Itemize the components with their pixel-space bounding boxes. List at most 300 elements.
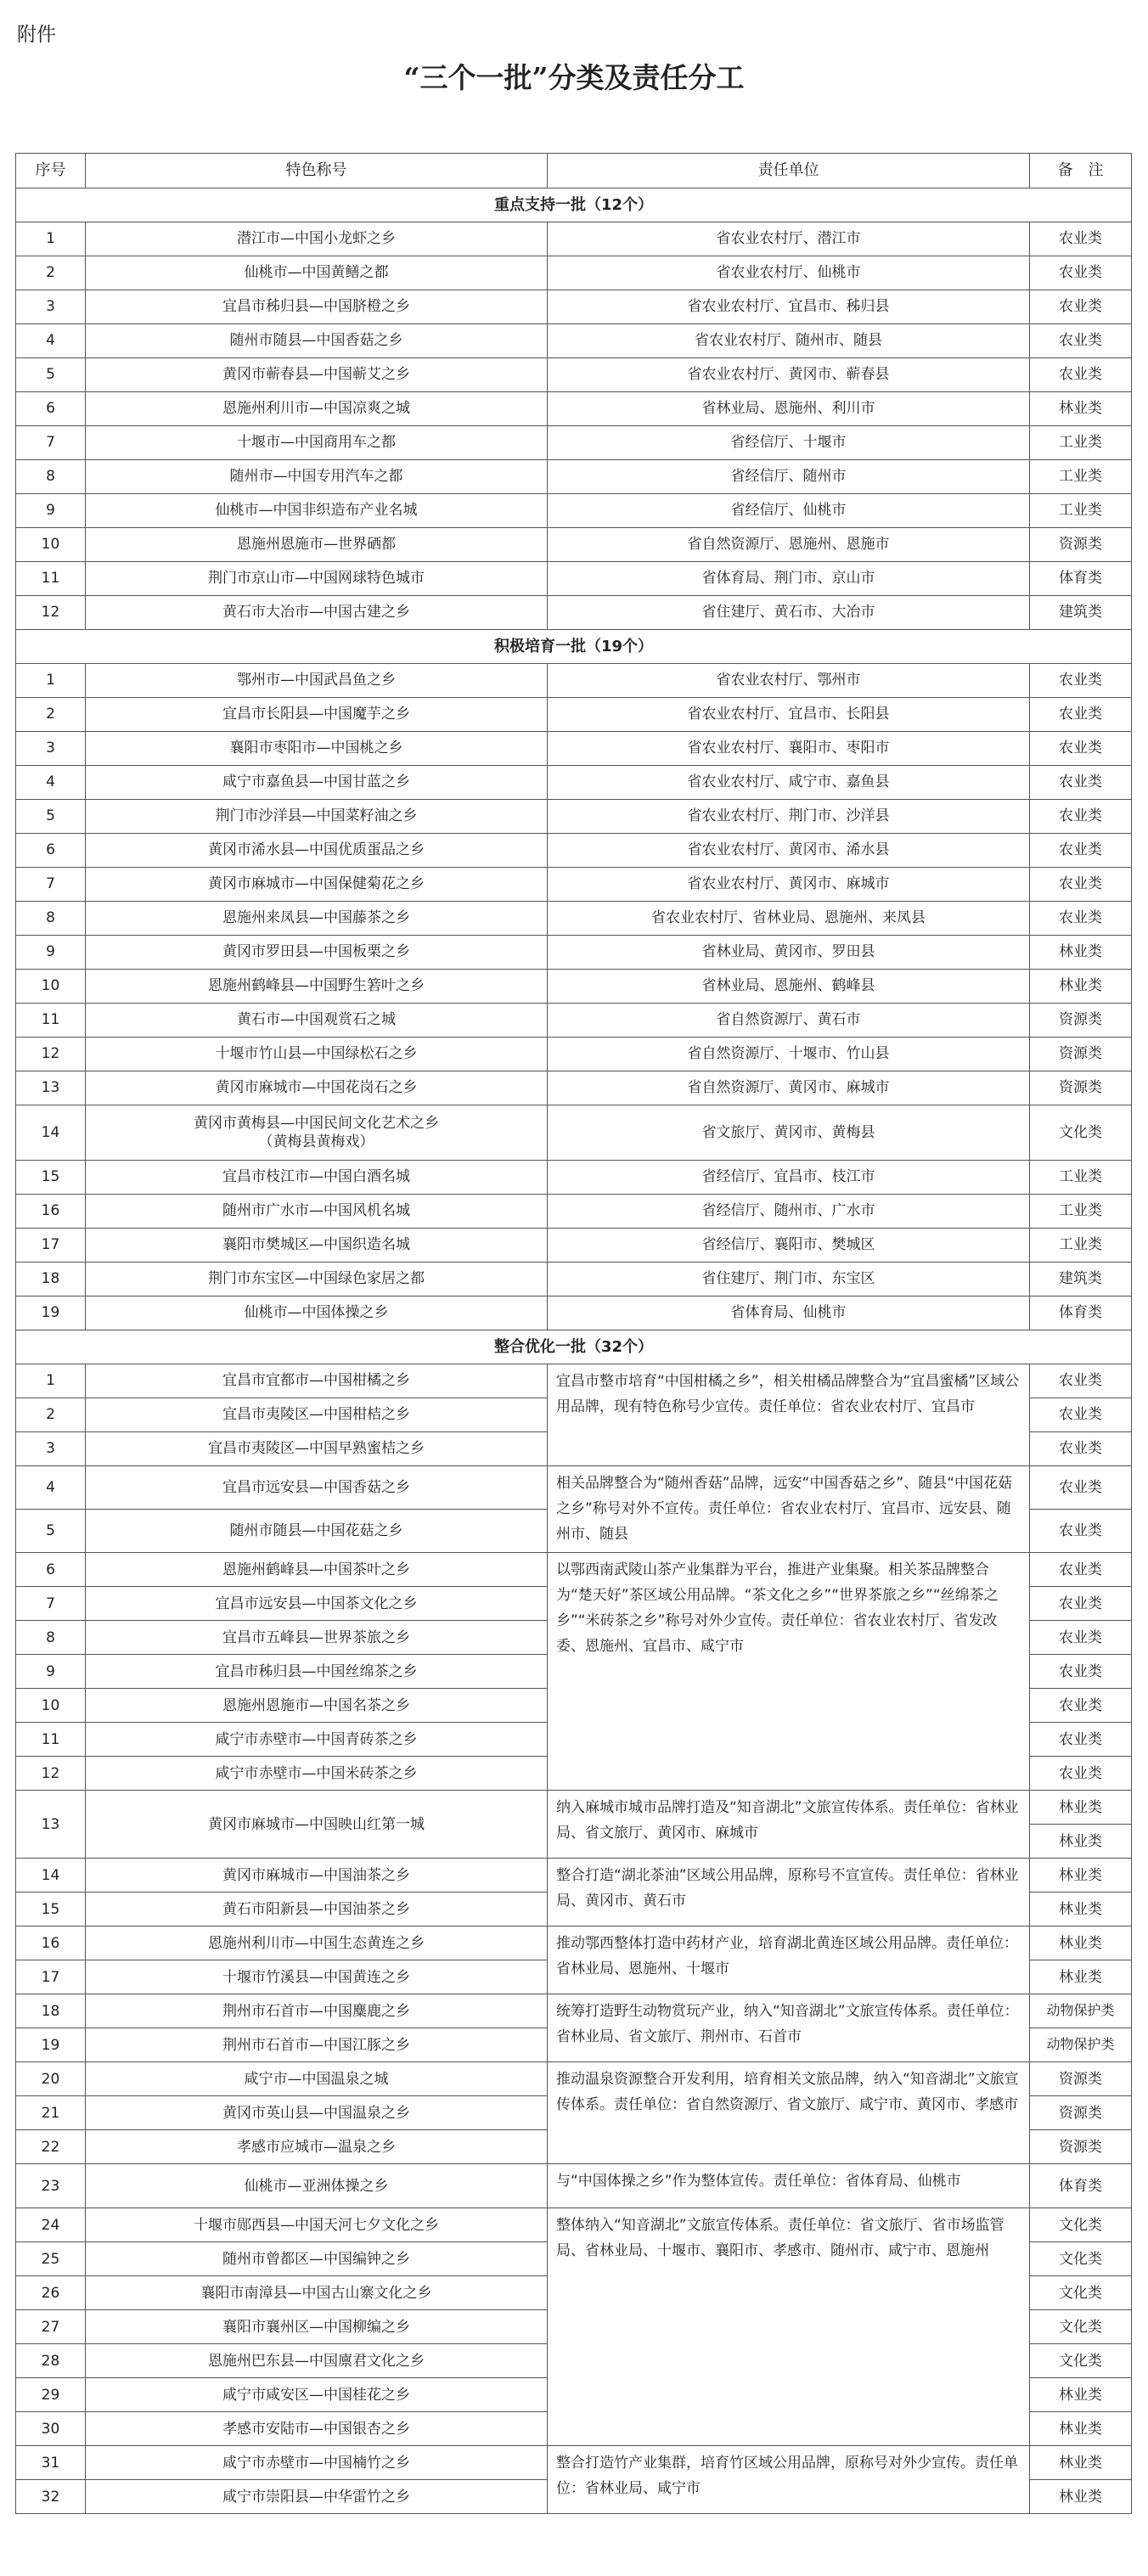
group-description: 推动鄂西整体打造中药材产业，培育湖北黄连区域公用品牌。责任单位：省林业局、恩施州、十堰市 — [548, 1926, 1030, 1994]
row-seq: 1 — [16, 1364, 86, 1398]
table-row — [16, 1195, 1132, 1229]
row-unit: 省住建厅、荆门市、东宝区 — [548, 1263, 1030, 1296]
row-name-subtext: （黄梅县黄梅戏） — [258, 1133, 374, 1150]
row-unit: 省经信厅、襄阳市、樊城区 — [548, 1229, 1030, 1263]
row-seq: 27 — [16, 2310, 86, 2344]
row-unit: 省体育局、荆门市、京山市 — [548, 562, 1030, 596]
table-row — [16, 1105, 1132, 1161]
row-name — [86, 1195, 548, 1229]
row-seq: 15 — [16, 1893, 86, 1926]
row-seq: 11 — [16, 1004, 86, 1038]
row-seq: 28 — [16, 2344, 86, 2378]
section-header-row — [16, 630, 1132, 664]
row-name — [86, 1105, 548, 1161]
group-description: 与“中国体操之乡”作为整体宣传。责任单位：省体育局、仙桃市 — [548, 2164, 1030, 2208]
table-row — [16, 1038, 1132, 1071]
row-note: 文化类 — [1030, 2344, 1132, 2378]
table-row — [16, 1004, 1132, 1038]
row-name — [86, 1161, 548, 1195]
row-seq: 1 — [16, 664, 86, 698]
row-note: 农业类 — [1030, 698, 1132, 732]
row-note: 农业类 — [1030, 1432, 1132, 1466]
row-unit: 省农业农村厅、襄阳市、枣阳市 — [548, 732, 1030, 766]
row-unit: 省自然资源厅、恩施州、恩施市 — [548, 528, 1030, 562]
row-seq: 6 — [16, 392, 86, 426]
row-seq: 5 — [16, 358, 86, 392]
row-seq: 11 — [16, 1723, 86, 1757]
row-name-text: 宜昌市秭归县—中国脐橙之乡 — [222, 298, 410, 316]
responsibility-table — [15, 153, 1132, 2514]
row-seq: 4 — [16, 766, 86, 800]
row-note: 农业类 — [1030, 358, 1132, 392]
row-name-text: 黄冈市黄梅县—中国民间文化艺术之乡 — [194, 1114, 439, 1132]
row-name — [86, 1038, 548, 1071]
row-name — [86, 800, 548, 834]
row-note: 体育类 — [1030, 562, 1132, 596]
row-name: 恩施州鹤峰县—中国茶叶之乡 — [86, 1553, 548, 1587]
section-title: 重点支持一批（12个） — [16, 188, 1132, 222]
row-note: 林业类 — [1030, 2412, 1132, 2446]
row-name: 黄石市阳新县—中国油茶之乡 — [86, 1893, 548, 1926]
row-name-text: 仙桃市—中国非织造布产业名城 — [215, 502, 418, 520]
table-row — [16, 2446, 1132, 2480]
row-unit: 省自然资源厅、黄石市 — [548, 1004, 1030, 1038]
row-unit: 省农业农村厅、宜昌市、长阳县 — [548, 698, 1030, 732]
row-name-text: 恩施州来凤县—中国藤茶之乡 — [222, 909, 410, 927]
row-note: 建筑类 — [1030, 1263, 1132, 1296]
table-row — [16, 936, 1132, 970]
table-row — [16, 562, 1132, 596]
row-seq: 5 — [16, 1510, 86, 1553]
header-seq: 序号 — [16, 154, 86, 188]
row-name-text: 黄冈市蕲春县—中国蕲艾之乡 — [222, 366, 410, 384]
row-name-text: 十堰市竹山县—中国绿松石之乡 — [215, 1045, 418, 1063]
table-row — [16, 1364, 1132, 1398]
row-note: 资源类 — [1030, 2130, 1132, 2164]
row-name: 宜昌市夷陵区—中国早熟蜜桔之乡 — [86, 1432, 548, 1466]
row-name-text: 恩施州利川市—中国凉爽之城 — [222, 400, 410, 418]
row-name — [86, 528, 548, 562]
row-seq: 30 — [16, 2412, 86, 2446]
row-unit: 省经信厅、十堰市 — [548, 426, 1030, 460]
row-name-text: 荆门市沙洋县—中国菜籽油之乡 — [215, 807, 418, 825]
row-unit: 省农业农村厅、潜江市 — [548, 222, 1030, 256]
row-seq: 8 — [16, 460, 86, 494]
row-seq: 10 — [16, 970, 86, 1004]
row-name-text: 黄冈市罗田县—中国板栗之乡 — [222, 943, 410, 961]
row-seq: 23 — [16, 2164, 86, 2208]
row-unit: 省农业农村厅、随州市、随县 — [548, 324, 1030, 358]
row-name: 黄冈市麻城市—中国油茶之乡 — [86, 1859, 548, 1893]
table-row — [16, 2062, 1132, 2096]
row-note: 农业类 — [1030, 800, 1132, 834]
row-seq: 29 — [16, 2378, 86, 2412]
row-name: 咸宁市崇阳县—中华雷竹之乡 — [86, 2480, 548, 2514]
row-name — [86, 834, 548, 868]
row-name-text: 黄冈市麻城市—中国花岗石之乡 — [215, 1079, 418, 1097]
row-name: 仙桃市—亚洲体操之乡 — [86, 2164, 548, 2208]
row-unit: 省文旅厅、黄冈市、黄梅县 — [548, 1105, 1030, 1161]
row-seq: 13 — [16, 1791, 86, 1859]
row-note: 林业类 — [1030, 2378, 1132, 2412]
row-note: 资源类 — [1030, 2096, 1132, 2130]
row-note: 农业类 — [1030, 1553, 1132, 1587]
row-note: 工业类 — [1030, 1161, 1132, 1195]
row-name-text: 随州市—中国专用汽车之都 — [229, 468, 403, 486]
row-name: 咸宁市赤壁市—中国楠竹之乡 — [86, 2446, 548, 2480]
row-seq: 26 — [16, 2276, 86, 2310]
table-row — [16, 970, 1132, 1004]
row-seq: 3 — [16, 290, 86, 324]
row-name: 随州市曾都区—中国编钟之乡 — [86, 2242, 548, 2276]
group-description: 整合打造“湖北茶油”区域公用品牌，原称号不宣宣传。责任单位：省林业局、黄冈市、黄石市 — [548, 1859, 1030, 1926]
row-note: 农业类 — [1030, 324, 1132, 358]
row-name — [86, 902, 548, 936]
row-unit: 省农业农村厅、黄冈市、麻城市 — [548, 868, 1030, 902]
row-name-text: 襄阳市樊城区—中国织造名城 — [222, 1236, 410, 1254]
row-note: 林业类 — [1030, 1893, 1132, 1926]
row-name: 黄冈市麻城市—中国映山红第一城 — [86, 1791, 548, 1859]
row-note: 文化类 — [1030, 2242, 1132, 2276]
table-header-row — [16, 154, 1132, 188]
row-name: 宜昌市夷陵区—中国柑桔之乡 — [86, 1398, 548, 1432]
row-name-text: 潜江市—中国小龙虾之乡 — [237, 230, 396, 248]
row-name: 宜昌市远安县—中国香菇之乡 — [86, 1466, 548, 1510]
row-seq: 10 — [16, 1689, 86, 1723]
row-seq: 7 — [16, 868, 86, 902]
row-unit: 省体育局、仙桃市 — [548, 1296, 1030, 1330]
row-note: 工业类 — [1030, 460, 1132, 494]
row-note: 林业类 — [1030, 2446, 1132, 2480]
row-name-text: 恩施州恩施市—世界硒都 — [237, 536, 396, 554]
row-name — [86, 664, 548, 698]
row-seq: 9 — [16, 494, 86, 528]
row-name-text: 恩施州鹤峰县—中国野生箬叶之乡 — [208, 977, 425, 995]
row-seq: 6 — [16, 834, 86, 868]
table-row — [16, 902, 1132, 936]
table-row — [16, 1263, 1132, 1296]
row-seq: 1 — [16, 222, 86, 256]
row-name-text: 襄阳市枣阳市—中国桃之乡 — [229, 740, 403, 757]
table-row — [16, 222, 1132, 256]
row-name: 随州市随县—中国花菇之乡 — [86, 1510, 548, 1553]
group-description: 相关品牌整合为“随州香菇”品牌，远安“中国香菇之乡”、随县“中国花菇之乡”称号对外不宣传。责任单位：省农业农村厅、宜昌市、远安县、随州市、随县 — [548, 1466, 1030, 1553]
row-note: 动物保护类 — [1030, 2028, 1132, 2062]
table-row — [16, 1791, 1132, 1825]
row-seq: 7 — [16, 1587, 86, 1621]
row-name: 宜昌市远安县—中国茶文化之乡 — [86, 1587, 548, 1621]
row-note: 农业类 — [1030, 766, 1132, 800]
table-row — [16, 324, 1132, 358]
group-description: 整体纳入“知音湖北”文旅宣传体系。责任单位：省文旅厅、省市场监管局、省林业局、十堰市、襄阳市、孝感市、随州市、咸宁市、恩施州 — [548, 2208, 1030, 2446]
row-name-text: 黄冈市麻城市—中国保健菊花之乡 — [208, 875, 425, 893]
row-name — [86, 562, 548, 596]
row-unit: 省农业农村厅、咸宁市、嘉鱼县 — [548, 766, 1030, 800]
row-note: 农业类 — [1030, 290, 1132, 324]
row-unit: 省林业局、恩施州、利川市 — [548, 392, 1030, 426]
row-seq: 18 — [16, 1994, 86, 2028]
header-note: 备 注 — [1030, 154, 1132, 188]
row-name-text: 宜昌市长阳县—中国魔芋之乡 — [222, 706, 410, 723]
row-seq: 13 — [16, 1071, 86, 1105]
row-note: 农业类 — [1030, 1364, 1132, 1398]
row-note: 资源类 — [1030, 2062, 1132, 2096]
row-unit: 省经信厅、宜昌市、枝江市 — [548, 1161, 1030, 1195]
row-note: 农业类 — [1030, 1398, 1132, 1432]
row-name: 宜昌市宜都市—中国柑橘之乡 — [86, 1364, 548, 1398]
table-row — [16, 256, 1132, 290]
row-note: 农业类 — [1030, 1510, 1132, 1553]
row-note: 农业类 — [1030, 1757, 1132, 1791]
table-row — [16, 460, 1132, 494]
row-note: 农业类 — [1030, 1723, 1132, 1757]
row-seq: 2 — [16, 256, 86, 290]
row-name: 孝感市安陆市—中国银杏之乡 — [86, 2412, 548, 2446]
group-description: 以鄂西南武陵山茶产业集群为平台，推进产业集聚。相关茶品牌整合为“楚天好”茶区域公用品牌。“茶文化之乡”“世界茶旅之乡”“丝绵茶之乡”“米砖茶之乡”称号对外少宣传。责任单位：省农业农村厅、省发改委、恩施州、宜昌市、咸宁市 — [548, 1553, 1030, 1791]
table-row — [16, 800, 1132, 834]
row-note: 林业类 — [1030, 936, 1132, 970]
row-seq: 17 — [16, 1960, 86, 1994]
row-note: 农业类 — [1030, 664, 1132, 698]
row-note: 工业类 — [1030, 1229, 1132, 1263]
row-note: 林业类 — [1030, 1791, 1132, 1825]
table-row — [16, 1553, 1132, 1587]
row-seq: 24 — [16, 2208, 86, 2242]
row-name — [86, 970, 548, 1004]
row-seq: 16 — [16, 1195, 86, 1229]
row-name-text: 随州市随县—中国香菇之乡 — [229, 332, 403, 350]
row-name: 咸宁市咸安区—中国桂花之乡 — [86, 2378, 548, 2412]
section-header-row — [16, 1330, 1132, 1364]
row-seq: 16 — [16, 1926, 86, 1960]
row-name — [86, 426, 548, 460]
row-unit: 省农业农村厅、省林业局、恩施州、来凤县 — [548, 902, 1030, 936]
row-name — [86, 868, 548, 902]
row-name — [86, 732, 548, 766]
row-seq: 2 — [16, 1398, 86, 1432]
row-name: 咸宁市赤壁市—中国青砖茶之乡 — [86, 1723, 548, 1757]
row-note: 林业类 — [1030, 1926, 1132, 1960]
row-unit: 省经信厅、随州市 — [548, 460, 1030, 494]
row-seq: 15 — [16, 1161, 86, 1195]
row-seq: 4 — [16, 1466, 86, 1510]
row-name-text: 黄冈市浠水县—中国优质蛋品之乡 — [208, 841, 425, 859]
row-note: 农业类 — [1030, 1655, 1132, 1689]
row-seq: 5 — [16, 800, 86, 834]
annex-label: 附件 — [17, 24, 56, 46]
row-name: 十堰市竹溪县—中国黄连之乡 — [86, 1960, 548, 1994]
row-unit: 省林业局、恩施州、鹤峰县 — [548, 970, 1030, 1004]
row-seq: 18 — [16, 1263, 86, 1296]
table-row — [16, 664, 1132, 698]
row-seq: 9 — [16, 1655, 86, 1689]
section-header-row — [16, 188, 1132, 222]
row-seq: 4 — [16, 324, 86, 358]
row-name — [86, 1263, 548, 1296]
row-note: 工业类 — [1030, 494, 1132, 528]
row-name: 襄阳市襄州区—中国柳编之乡 — [86, 2310, 548, 2344]
group-description: 统筹打造野生动物赏玩产业，纳入“知音湖北”文旅宣传体系。责任单位：省林业局、省文旅厅、荆州市、石首市 — [548, 1994, 1030, 2062]
row-note: 林业类 — [1030, 970, 1132, 1004]
row-note: 动物保护类 — [1030, 1994, 1132, 2028]
row-name: 孝感市应城市—温泉之乡 — [86, 2130, 548, 2164]
row-note: 建筑类 — [1030, 596, 1132, 630]
row-seq: 11 — [16, 562, 86, 596]
group-description: 宜昌市整市培育“中国柑橘之乡”，相关柑橘品牌整合为“宜昌蜜橘”区域公用品牌，现有特色称号少宣传。责任单位：省农业农村厅、宜昌市 — [548, 1364, 1030, 1466]
section-title: 积极培育一批（19个） — [16, 630, 1132, 664]
row-unit: 省农业农村厅、黄冈市、蕲春县 — [548, 358, 1030, 392]
row-note: 林业类 — [1030, 2480, 1132, 2514]
group-description: 推动温泉资源整合开发利用，培育相关文旅品牌，纳入“知音湖北”文旅宣传体系。责任单位：省自然资源厅、省文旅厅、咸宁市、黄冈市、孝感市 — [548, 2062, 1030, 2164]
row-note: 农业类 — [1030, 1466, 1132, 1510]
row-name-text: 荆门市东宝区—中国绿色家居之都 — [208, 1270, 425, 1288]
row-note: 农业类 — [1030, 1621, 1132, 1655]
table-row — [16, 1994, 1132, 2028]
row-name: 咸宁市赤壁市—中国米砖茶之乡 — [86, 1757, 548, 1791]
row-seq: 6 — [16, 1553, 86, 1587]
row-seq: 32 — [16, 2480, 86, 2514]
row-seq: 8 — [16, 902, 86, 936]
row-name-text: 宜昌市枝江市—中国白酒名城 — [222, 1168, 410, 1186]
row-note: 体育类 — [1030, 1296, 1132, 1330]
row-name — [86, 460, 548, 494]
row-seq: 7 — [16, 426, 86, 460]
row-note: 林业类 — [1030, 1960, 1132, 1994]
row-seq: 3 — [16, 1432, 86, 1466]
row-name: 荆州市石首市—中国麋鹿之乡 — [86, 1994, 548, 2028]
row-name-text: 仙桃市—中国体操之乡 — [244, 1304, 389, 1322]
row-unit: 省农业农村厅、仙桃市 — [548, 256, 1030, 290]
table-row — [16, 290, 1132, 324]
row-name — [86, 256, 548, 290]
row-name — [86, 1229, 548, 1263]
row-seq: 14 — [16, 1859, 86, 1893]
row-name: 恩施州巴东县—中国廪君文化之乡 — [86, 2344, 548, 2378]
row-name — [86, 222, 548, 256]
row-name — [86, 1071, 548, 1105]
row-name — [86, 698, 548, 732]
table-row — [16, 766, 1132, 800]
row-note: 资源类 — [1030, 1004, 1132, 1038]
table-row — [16, 494, 1132, 528]
row-name — [86, 358, 548, 392]
row-seq: 19 — [16, 1296, 86, 1330]
row-seq: 14 — [16, 1105, 86, 1161]
row-note: 资源类 — [1030, 1071, 1132, 1105]
row-name: 恩施州恩施市—中国名茶之乡 — [86, 1689, 548, 1723]
row-note: 农业类 — [1030, 222, 1132, 256]
table-row — [16, 698, 1132, 732]
row-note: 体育类 — [1030, 2164, 1132, 2208]
row-seq: 20 — [16, 2062, 86, 2096]
row-seq: 22 — [16, 2130, 86, 2164]
row-seq: 8 — [16, 1621, 86, 1655]
row-name: 咸宁市—中国温泉之城 — [86, 2062, 548, 2096]
row-name — [86, 324, 548, 358]
row-seq: 2 — [16, 698, 86, 732]
header-name: 特色称号 — [86, 154, 548, 188]
row-name-text: 荆门市京山市—中国网球特色城市 — [208, 570, 425, 588]
row-note: 农业类 — [1030, 256, 1132, 290]
row-note: 林业类 — [1030, 1859, 1132, 1893]
row-note: 文化类 — [1030, 1105, 1132, 1161]
row-name: 宜昌市五峰县—世界茶旅之乡 — [86, 1621, 548, 1655]
row-name: 黄冈市英山县—中国温泉之乡 — [86, 2096, 548, 2130]
table-row — [16, 1296, 1132, 1330]
row-name: 荆州市石首市—中国江豚之乡 — [86, 2028, 548, 2062]
row-name — [86, 596, 548, 630]
row-name-text: 仙桃市—中国黄鳝之都 — [244, 264, 389, 282]
section-title: 整合优化一批（32个） — [16, 1330, 1132, 1364]
row-unit: 省住建厅、黄石市、大冶市 — [548, 596, 1030, 630]
row-unit: 省农业农村厅、宜昌市、秭归县 — [548, 290, 1030, 324]
row-unit: 省自然资源厅、十堰市、竹山县 — [548, 1038, 1030, 1071]
row-name-text: 随州市广水市—中国风机名城 — [222, 1202, 410, 1220]
row-seq: 25 — [16, 2242, 86, 2276]
row-note: 资源类 — [1030, 528, 1132, 562]
row-note: 资源类 — [1030, 1038, 1132, 1071]
row-name — [86, 1296, 548, 1330]
row-name — [86, 1004, 548, 1038]
row-seq: 21 — [16, 2096, 86, 2130]
row-seq: 9 — [16, 936, 86, 970]
row-note: 农业类 — [1030, 834, 1132, 868]
row-unit: 省农业农村厅、鄂州市 — [548, 664, 1030, 698]
row-note: 农业类 — [1030, 732, 1132, 766]
row-name-text: 黄石市—中国观赏石之城 — [237, 1011, 396, 1029]
row-seq: 3 — [16, 732, 86, 766]
row-note: 工业类 — [1030, 1195, 1132, 1229]
row-unit: 省自然资源厅、黄冈市、麻城市 — [548, 1071, 1030, 1105]
row-seq: 10 — [16, 528, 86, 562]
row-note: 文化类 — [1030, 2310, 1132, 2344]
row-name — [86, 392, 548, 426]
table-row — [16, 1071, 1132, 1105]
row-note: 林业类 — [1030, 1825, 1132, 1859]
page-title: “三个一批”分类及责任分工 — [403, 61, 745, 94]
row-note: 农业类 — [1030, 902, 1132, 936]
row-name-text: 鄂州市—中国武昌鱼之乡 — [237, 672, 396, 689]
row-unit: 省林业局、黄冈市、罗田县 — [548, 936, 1030, 970]
table-row — [16, 358, 1132, 392]
row-name: 宜昌市秭归县—中国丝绵茶之乡 — [86, 1655, 548, 1689]
table-row — [16, 1466, 1132, 1510]
row-note: 文化类 — [1030, 2208, 1132, 2242]
row-seq: 17 — [16, 1229, 86, 1263]
row-seq: 12 — [16, 596, 86, 630]
row-note: 林业类 — [1030, 392, 1132, 426]
table-row — [16, 1229, 1132, 1263]
table-row — [16, 392, 1132, 426]
row-name — [86, 494, 548, 528]
row-name: 十堰市郧西县—中国天河七夕文化之乡 — [86, 2208, 548, 2242]
row-unit: 省经信厅、随州市、广水市 — [548, 1195, 1030, 1229]
table-row — [16, 426, 1132, 460]
table-row — [16, 1859, 1132, 1893]
table-row — [16, 1161, 1132, 1195]
row-name-text: 咸宁市嘉鱼县—中国甘蓝之乡 — [222, 773, 410, 791]
row-seq: 31 — [16, 2446, 86, 2480]
group-description: 纳入麻城市城市品牌打造及“知音湖北”文旅宣传体系。责任单位：省林业局、省文旅厅、黄冈市、麻城市 — [548, 1791, 1030, 1859]
row-seq: 12 — [16, 1038, 86, 1071]
row-unit: 省经信厅、仙桃市 — [548, 494, 1030, 528]
row-note: 工业类 — [1030, 426, 1132, 460]
table-row — [16, 528, 1132, 562]
row-name: 襄阳市南漳县—中国古山寨文化之乡 — [86, 2276, 548, 2310]
table-row — [16, 834, 1132, 868]
header-unit: 责任单位 — [548, 154, 1030, 188]
row-note: 文化类 — [1030, 2276, 1132, 2310]
